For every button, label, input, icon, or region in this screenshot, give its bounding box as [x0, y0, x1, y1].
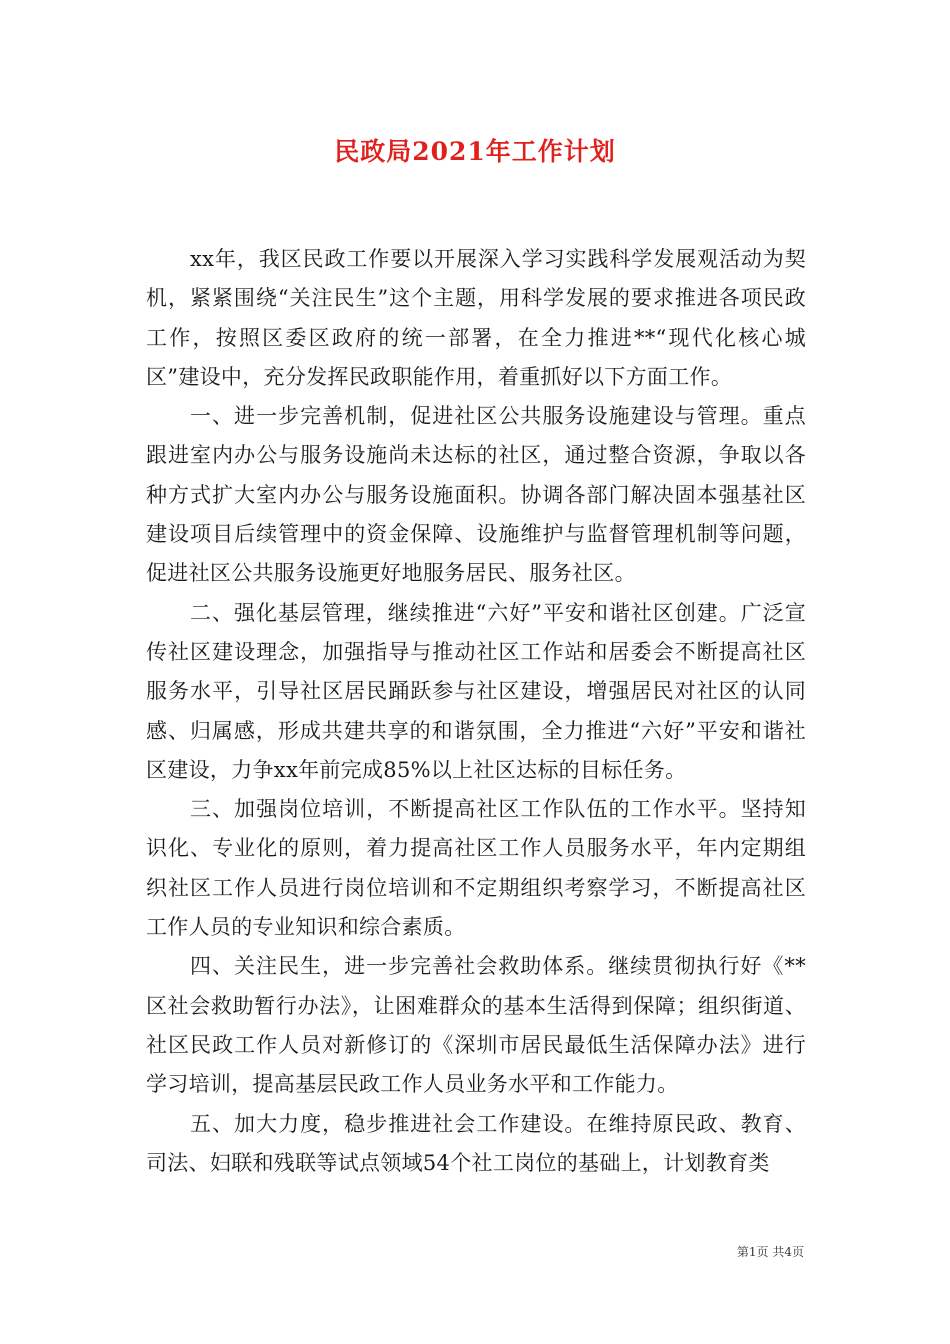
- document-body: [146, 240, 806, 1183]
- paragraph-item-5: 五、加大力度，稳步推进社会工作建设。在维持原民政、教育、司法、妇联和残联等试点领域54个社工岗位的基础上，计划教育类: [146, 1111, 806, 1175]
- page-number: 第1页 共4页: [736, 1245, 804, 1259]
- paragraph-item-3: 三、加强岗位培训，不断提高社区工作队伍的工作水平。坚持知识化、专业化的原则，着力提高社区工作人员服务水平，年内定期组织社区工作人员进行岗位培训和不定期组织考察学习，不断提高社区工作人员的专业知识和综合素质。: [146, 797, 806, 940]
- paragraph-item-4: 四、关注民生，进一步完善社会救助体系。继续贯彻执行好《**区社会救助暂行办法》，让困难群众的基本生活得到保障；组织街道、社区民政工作人员对新修订的《深圳市居民最低生活保障办法》进行学习培训，提高基层民政工作人员业务水平和工作能力。: [146, 954, 806, 1097]
- paragraph-item-1: 一、进一步完善机制，促进社区公共服务设施建设与管理。重点跟进室内办公与服务设施尚未达标的社区，通过整合资源，争取以各种方式扩大室内办公与服务设施面积。协调各部门解决固本强基社区建设项目后续管理中的资金保障、设施维护与监督管理机制等问题，促进社区公共服务设施更好地服务居民、服务社区。: [146, 404, 806, 586]
- document-title: 民政局2021年工作计划: [334, 137, 616, 166]
- paragraph-intro: xx年，我区民政工作要以开展深入学习实践科学发展观活动为契机，紧紧围绕“关注民生”这个主题，用科学发展的要求推进各项民政工作，按照区委区政府的统一部署，在全力推进**“现代化核心城区”建设中，充分发挥民政职能作用，着重抓好以下方面工作。: [146, 247, 806, 389]
- paragraph-item-2: 二、强化基层管理，继续推进“六好”平安和谐社区创建。广泛宣传社区建设理念，加强指导与推动社区工作站和居委会不断提高社区服务水平，引导社区居民踊跃参与社区建设，增强居民对社区的认同感、归属感，形成共建共享的和谐氛围，全力推进“六好”平安和谐社区建设，力争xx年前完成85%以上社区达标的目标任务。: [146, 600, 806, 782]
